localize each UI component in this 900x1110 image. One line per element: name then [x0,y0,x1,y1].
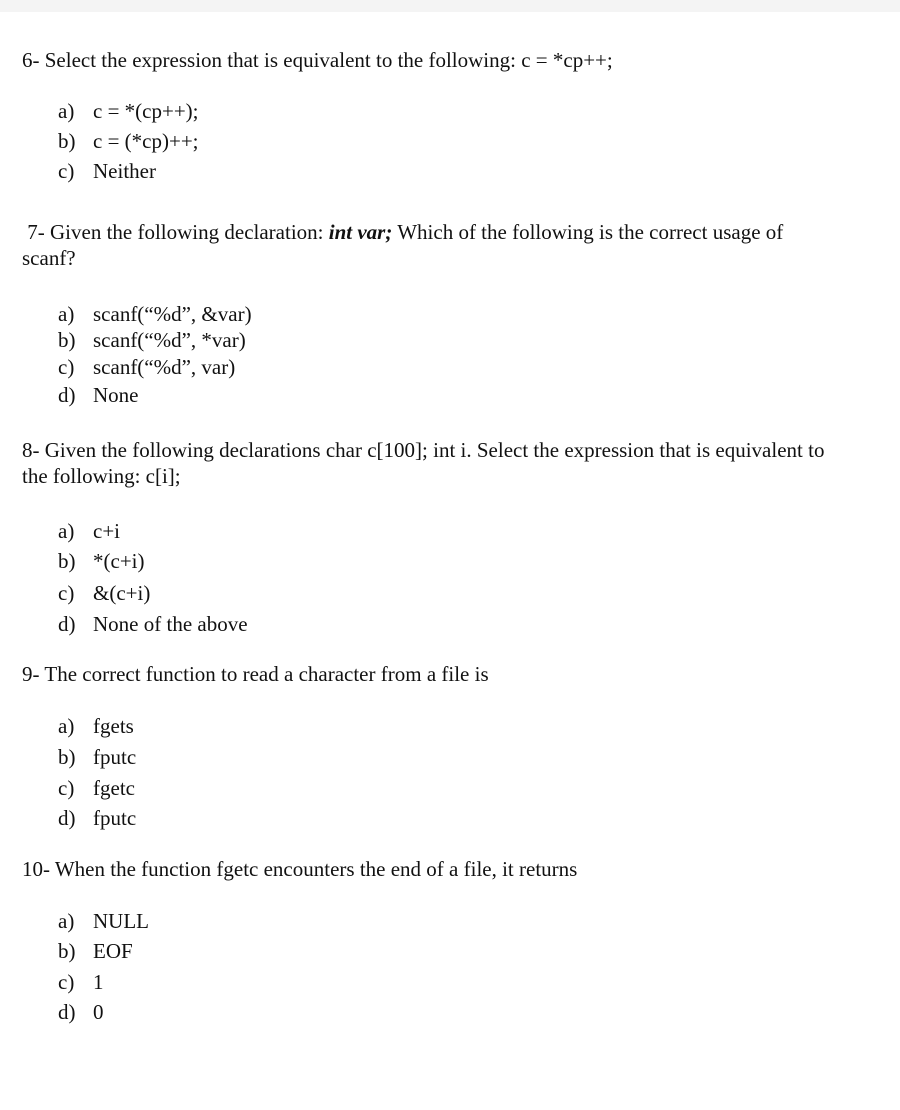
option-text: &(c+i) [93,581,151,605]
question-7-stem-line2: scanf? [22,246,76,270]
question-9-option-c[interactable] [58,775,135,801]
question-7-option-b[interactable] [58,327,246,353]
option-text: c = (*cp)++; [93,129,199,153]
option-label: c) [58,159,75,183]
question-8-option-a[interactable] [58,518,120,544]
option-label: c) [58,970,75,994]
question-7-option-c[interactable] [58,354,235,380]
question-7-stem-suffix: Which of the following is the correct usage of [392,220,784,244]
option-text: scanf(“%d”, &var) [93,302,252,326]
option-label: a) [58,302,75,326]
question-7-option-a[interactable] [58,301,252,327]
question-9-option-b[interactable] [58,744,136,770]
option-label: c) [58,776,75,800]
option-text: 0 [93,1000,104,1024]
option-text: None of the above [93,612,248,636]
option-label: d) [58,383,76,407]
option-label: b) [58,328,76,352]
question-6-option-c[interactable] [58,158,156,184]
question-8-option-d[interactable] [58,611,248,637]
option-label: b) [58,745,76,769]
option-text: c = *(cp++); [93,99,199,123]
option-label: a) [58,909,75,933]
question-7-stem [22,219,783,245]
question-9-option-d[interactable] [58,805,136,831]
option-label: a) [58,519,75,543]
option-text: *(c+i) [93,549,145,573]
question-10-option-a[interactable] [58,908,149,934]
option-text: 1 [93,970,104,994]
question-7-stem-prefix: 7- Given the following declaration: [22,220,329,244]
question-10-stem: 10- When the function fgetc encounters the end of a file, it returns [22,857,578,881]
question-8-stem-line1: 8- Given the following declarations char c[100]; int i. Select the expression that is equivalent to [22,438,825,462]
option-label: a) [58,99,75,123]
question-7-declaration: int var; [328,220,393,244]
option-label: c) [58,581,75,605]
option-label: b) [58,939,76,963]
option-text: fputc [93,806,137,830]
option-text: fgets [93,714,134,738]
option-text: scanf(“%d”, *var) [93,328,246,352]
option-label: d) [58,806,76,830]
question-6-option-a[interactable] [58,98,199,124]
question-8-option-b[interactable] [58,548,145,574]
option-text: c+i [93,519,120,543]
question-8-stem-line2: the following: c[i]; [22,464,181,488]
option-label: d) [58,1000,76,1024]
option-text: NULL [93,909,149,933]
option-label: a) [58,714,75,738]
option-text: scanf(“%d”, var) [93,355,236,379]
top-bar [0,0,900,12]
option-label: d) [58,612,76,636]
question-10-option-d[interactable] [58,999,104,1025]
option-label: c) [58,355,75,379]
option-text: None [93,383,139,407]
question-6-option-b[interactable] [58,128,199,154]
question-9-option-a[interactable] [58,713,134,739]
option-label: b) [58,129,76,153]
question-10-option-c[interactable] [58,969,104,995]
option-text: fputc [93,745,137,769]
question-10-option-b[interactable] [58,938,133,964]
option-label: b) [58,549,76,573]
option-text: fgetc [93,776,135,800]
question-8-option-c[interactable] [58,580,150,606]
option-text: Neither [93,159,156,183]
question-9-stem: 9- The correct function to read a character from a file is [22,662,489,686]
option-text: EOF [93,939,133,963]
question-7-option-d[interactable] [58,382,139,408]
question-6-stem: 6- Select the expression that is equivalent to the following: c = *cp++; [22,48,613,72]
